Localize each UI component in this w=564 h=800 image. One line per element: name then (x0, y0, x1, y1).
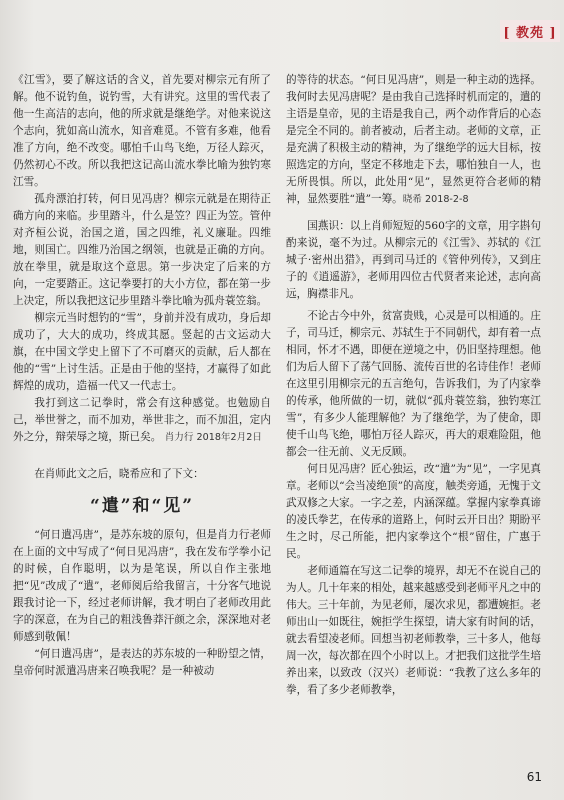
paragraph: 老师通篇在写这二记拳的境界，却无不在说自己的为人。几十年来的相处，越来越感受到老师平凡之中的伟大。三十年前，为见老师，屡次求见，都遭婉拒。老师出山一如既往，婉拒学生探望，请大家有时间的话，就去看望凌老师。回想当初老师教拳，三十多人，他每周一次，每次都在四个小时以上。才把我们这批学生培养出来，以致改（汉兴）老师说：“我教了这么多年的拳，看了多少老师教拳， (286, 565, 541, 696)
author-signature: 晓希 2018-2-8 (402, 194, 469, 205)
left-column (13, 72, 271, 680)
spacer (13, 456, 271, 466)
paragraph: 不论古今中外，贫富贵贱，心灵是可以相通的。庄子，司马迁，柳宗元、苏轼生于不同朝代，却有着一点相同，怀才不遇，即便在逆境之中，仍旧坚持理想。他们为后人留下了荡气回肠、流传百世的名诗佳作！老师在这里引用柳宗元的五言绝句，告诉我们，为了内家拳的传承，他所做的一切，就似“孤舟蓑笠翁，独钓寒江雪”，有多少人能理解他？为了继绝学，为了使命，即使千山鸟飞绝，哪怕万径人踪灭，再大的艰难险阻，他都会一往无前、义无反顾。 (286, 310, 541, 458)
author-signature: 肖力行 2018年2月2日 (164, 432, 262, 443)
paragraph: 何日见冯唐？匠心独运，改“遣”为“见”，一字见真章。老师以“会当凌绝顶”的高度，触类旁通，无愧于文武双修之大家。一字之差，内涵深蕴。掌握内家拳真谛的凌氏拳艺，在传承的道路上，何时云开日出？期盼平生之时，尽己所能，把内家拳这个“根”留住，广惠于民。 (286, 463, 541, 560)
spacer (13, 446, 271, 456)
section-tag: [ 教苑 ] (500, 20, 560, 42)
spacer (286, 208, 541, 218)
page-number: 61 (526, 770, 542, 784)
paragraph: 柳宗元当时想钓的“雪”，身前并没有成功，身后却成功了，大大的成功，终成其愿。竖起的古文运动大旗，在中国文学史上留下了不可磨灭的贡献，后人都在他的“雪”上讨生活。正是由于他的坚持，才赢得了如此辉煌的成功，造福一代又一代志士。 (13, 312, 271, 392)
article-title: “遣”和“见” (89, 496, 195, 516)
paragraph: 国燕识：以上肖师短短的560字的文章，用字斟句酌来说，毫不为过。从柳宗元的《江雪》、苏轼的《江城子·密州出猎》，再到司马迁的《管仲列传》，又到庄子的《逍遥游》，老师用四位古代贤者来论述，志向高远，胸襟非凡。 (286, 220, 541, 300)
paragraph-text: 的等待的状态。“何日见冯唐”，则是一种主动的选择。我何时去见冯唐呢？是由我自己选择时机而定的，遣的主语是皇帝，见的主语是我自己，两个动作背后的心态是完全不同的。前者被动，后者主动。老师的文章，正是充满了积极主动的精神，为了继绝学的远大目标，按照选定的方向，坚定不移地走下去，哪怕独自一人，也无所畏惧。所以，此处用“见”，显然更符合老师的精神，显然要胜“遣”一筹。 (286, 74, 541, 205)
intro-line: 在肖师此文之后，晓希应和了下文： (34, 468, 204, 480)
paragraph: 孤舟漂泊打转，何日见冯唐？柳宗元就是在期待正确方向的来临。步里踏斗，什么是笠？四正为笠。管仲对齐桓公说，治国之道，国之四维，礼义廉耻。四维地，则国亡。四维乃治国之纲领，也就是正确的方向。放在拳里，就是取这个意思。第一步决定了后来的方向，一定要踏正。这记拳要打的大小方位，都在第一步上决定，所以我把这记步里踏斗拳比喻为孤舟蓑笠翁。 (13, 193, 271, 307)
paragraph-text: 我打到这二记拳时，常会有这种感觉。也勉励自己，举世誉之，而不加劝，举世非之，而不加沮，定内外之分，辩荣辱之境，斯已矣。 (13, 397, 271, 443)
paragraph (286, 72, 541, 208)
paragraph (13, 395, 271, 446)
paragraph: “何日遣冯唐”，是表达的苏东坡的一种盼望之情，皇帝何时派遣冯唐来召唤我呢？是一种被动 (13, 648, 271, 677)
paragraph: “何日遣冯唐”，是苏东坡的原句，但是肖力行老师在上面的文中写成了“何日见冯唐”，我在发布学拳小记的时候，自作聪明，以为是笔误，所以自作主张地把“见”改成了“遣”，老师阅后给我留言，十分客气地说跟我讨论一下，经过老师讲解，我才明白了老师改用此字的深意，在为自己的粗浅鲁莽汗颜之余，深深地对老师感到敬佩！ (13, 529, 271, 643)
right-column (286, 72, 541, 699)
paragraph: 《江雪》，要了解这话的含义，首先要对柳宗元有所了解。他不说钓鱼，说钓雪，大有讲究。这里的雪代表了他一生高洁的志向，他的所求就是继绝学。对他来说这个志向，犹如高山流水，知音难觅。不管有多难，他看准了方向，绝不改变。哪怕千山鸟飞绝，万径人踪灭，仍然初心不改。所以我把这记高山流水拳比喻为独钓寒江雪。 (13, 74, 271, 188)
